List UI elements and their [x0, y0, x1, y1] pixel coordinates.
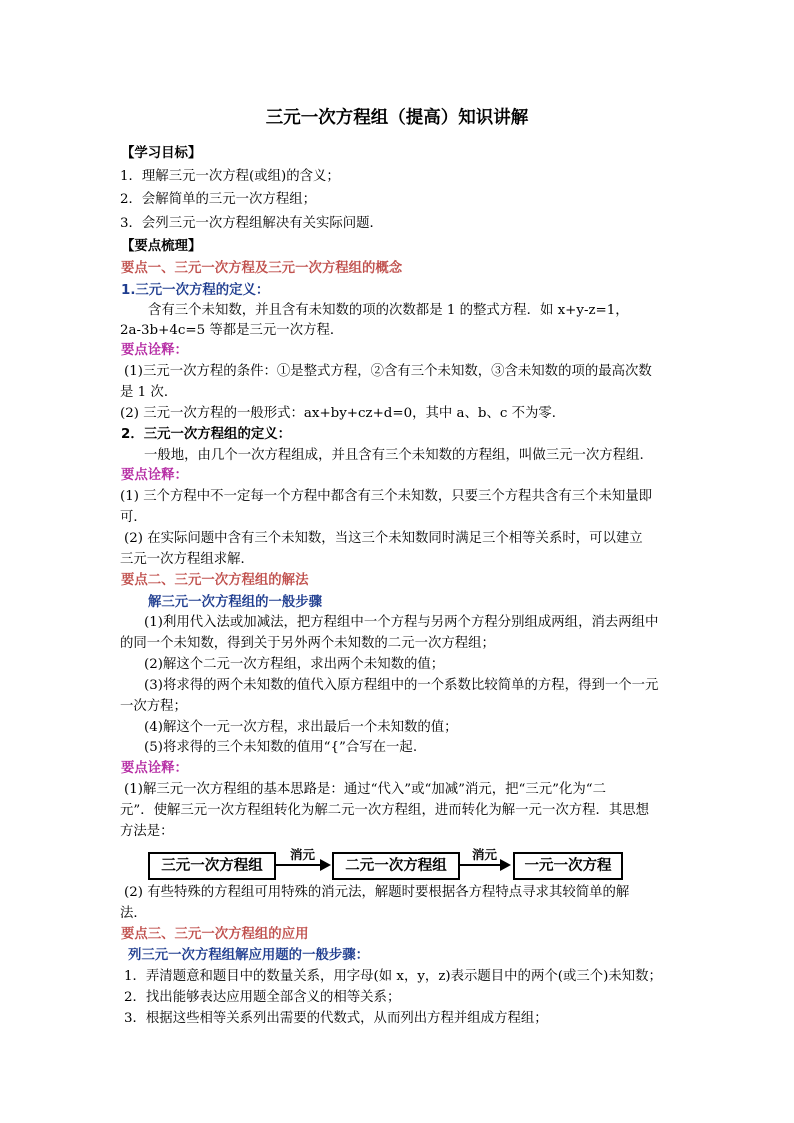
point3-heading: 要点三、三元一次方程组的应用 — [121, 927, 309, 942]
point2-note-line-2: 元”．使解三元一次方程组转化为解二元一次方程组，进而转化为解一元一次方程．其思想 — [120, 803, 650, 818]
point3-step-2: 2．找出能够表达应用题全部含义的相等关系； — [124, 990, 401, 1005]
arrow-head-2 — [500, 859, 511, 871]
note1-heading: 要点诠释： — [121, 343, 188, 358]
def1-heading: 1.三元一次方程的定义： — [121, 283, 270, 298]
point2-step-4: (4)解这个一元一次方程，求出最后一个未知数的值； — [144, 720, 458, 735]
point2-step-2: (2)解这个二元一次方程组，求出两个未知数的值； — [144, 657, 445, 672]
point3-step-3: 3．根据这些相等关系列出需要的代数式，从而列出方程并组成方程组； — [124, 1011, 548, 1026]
elimination-flow-diagram — [148, 846, 628, 886]
objectives-heading: 【学习目标】 — [121, 146, 202, 161]
point2-note-heading: 要点诠释： — [121, 761, 188, 776]
box-three-variable: 三元一次方程组 — [148, 852, 276, 880]
point2-step-1b: 的同一个未知数，得到关于另外两个未知数的二元一次方程组； — [120, 636, 495, 651]
note1-line-3: (2) 三元一次方程的一般形式：ax+by+cz+d=0，其中 a、b、c 不为零． — [120, 406, 566, 421]
arrow-line-1 — [276, 864, 322, 866]
point2-note-after-2: 法． — [120, 906, 147, 921]
def1-line-2: 2a-3b+4c=5 等都是三元一次方程． — [120, 323, 344, 338]
objective-item-3: 3．会列三元一次方程组解决有关实际问题． — [120, 216, 383, 231]
page-title: 三元一次方程组（提高）知识讲解 — [265, 108, 529, 128]
point2-step-3b: 一次方程； — [120, 699, 187, 714]
point2-note-after-1: (2) 有些特殊的方程组可用特殊的消元法，解题时要根据各方程特点寻求其较简单的解 — [124, 885, 630, 900]
arrow-label-2: 消元 — [472, 847, 498, 862]
note1-line-1: (1)三元一次方程的条件：①是整式方程，②含有三个未知数，③含未知数的项的最高次数 — [124, 364, 652, 379]
point2-heading: 要点二、三元一次方程组的解法 — [121, 573, 309, 588]
objective-item-1: 1．理解三元一次方程(或组)的含义； — [120, 169, 340, 184]
def2-heading: 2．三元一次方程组的定义： — [121, 427, 292, 442]
note2-line-4: 三元一次方程组求解． — [120, 552, 254, 567]
box-two-variable: 二元一次方程组 — [332, 852, 460, 880]
def2-line: 一般地，由几个一次方程组成，并且含有三个未知数的方程组，叫做三元一次方程组. — [144, 448, 644, 463]
note1-line-2: 是 1 次． — [120, 385, 178, 400]
arrow-line-2 — [460, 864, 502, 866]
point2-step-5: (5)将求得的三个未知数的值用“{”合写在一起. — [144, 740, 418, 755]
point1-heading: 要点一、三元一次方程及三元一次方程组的概念 — [121, 261, 403, 276]
point3-steps-heading: 列三元一次方程组解应用题的一般步骤： — [128, 948, 370, 963]
note2-line-2: 可． — [120, 510, 147, 525]
note2-line-3: (2) 在实际问题中含有三个未知数，当这三个未知数同时满足三个相等关系时，可以建立 — [124, 531, 643, 546]
note2-heading: 要点诠释： — [121, 468, 188, 483]
arrow-head-1 — [320, 859, 331, 871]
point2-step-3a: (3)将求得的两个未知数的值代入原方程组中的一个系数比较简单的方程，得到一个一元 — [144, 678, 659, 693]
box-one-variable: 一元一次方程 — [513, 852, 623, 880]
point2-note-line-1: (1)解三元一次方程组的基本思路是：通过“代入”或“加减”消元，把“三元”化为“二 — [124, 782, 606, 797]
point3-step-1: 1．弄清题意和题目中的数量关系，用字母(如 x，y，z)表示题目中的两个(或三个)未知数； — [124, 969, 662, 984]
summary-heading: 【要点梳理】 — [121, 239, 202, 254]
point2-steps-heading: 解三元一次方程组的一般步骤 — [148, 595, 323, 610]
arrow-label-1: 消元 — [290, 847, 316, 862]
objective-item-2: 2．会解简单的三元一次方程组； — [120, 192, 316, 207]
point2-step-1a: (1)利用代入法或加减法，把方程组中一个方程与另两个方程分别组成两组，消去两组中 — [144, 615, 659, 630]
note2-line-1: (1) 三个方程中不一定每一个方程中都含有三个未知数，只要三个方程共含有三个未知量即 — [120, 489, 653, 504]
def1-line-1: 含有三个未知数，并且含有未知数的项的次数都是 1 的整式方程．如 x+y-z=1， — [148, 303, 629, 318]
point2-note-line-3: 方法是： — [120, 824, 174, 839]
